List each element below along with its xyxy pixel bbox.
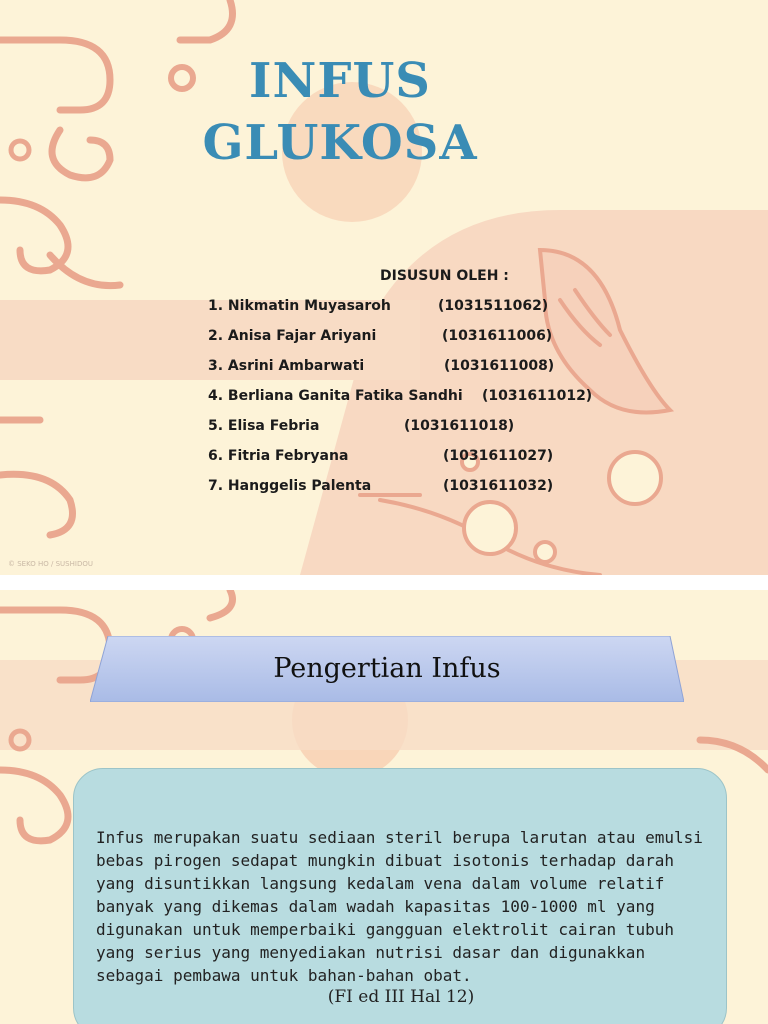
section-heading-banner	[90, 636, 684, 702]
author-name: 4. Berliana Ganita Fatika Sandhi	[208, 388, 463, 404]
section-heading: Pengertian Infus	[273, 653, 501, 684]
source-citation: (FI ed III Hal 12)	[327, 987, 475, 1007]
title-line-2: GLUKOSA	[202, 115, 478, 171]
definition-line: sebagai pembawa untuk bahan-bahan obat.	[96, 966, 472, 985]
author-nim: (1031611027)	[443, 448, 554, 464]
presentation-title	[190, 50, 490, 174]
definition-slide	[0, 590, 768, 1024]
definition-line: yang serius yang menyediakan nutrisi dasar dan digunakkan	[96, 943, 646, 962]
definition-line: banyak yang dikemas dalam wadah kapasitas 100-1000 ml yang	[96, 897, 655, 916]
authors-heading: DISUSUN OLEH :	[380, 268, 509, 284]
author-name: 2. Anisa Fajar Ariyani	[208, 328, 377, 344]
author-nim: (1031611006)	[442, 328, 553, 344]
author-nim: (1031611018)	[404, 418, 515, 434]
title-line-1: INFUS	[249, 53, 431, 109]
author-nim: (1031511062)	[438, 298, 549, 314]
author-name: 6. Fitria Febryana	[208, 448, 349, 464]
author-nim: (1031611012)	[482, 388, 593, 404]
author-name: 7. Hanggelis Palenta	[208, 478, 372, 494]
author-name: 5. Elisa Febria	[208, 418, 320, 434]
author-name: 1. Nikmatin Muyasaroh	[208, 298, 391, 314]
definition-box	[73, 768, 727, 1024]
author-nim: (1031611008)	[444, 358, 555, 374]
definition-line: digunakan untuk memperbaiki gangguan elektrolit cairan tubuh	[96, 920, 674, 939]
definition-line: Infus merupakan suatu sediaan steril berupa larutan atau emulsi	[96, 828, 703, 847]
author-nim: (1031611032)	[443, 478, 554, 494]
definition-text	[96, 826, 716, 987]
definition-line: yang disuntikkan langsung kedalam vena dalam volume relatif	[96, 874, 665, 893]
definition-line: bebas pirogen sedapat mungkin dibuat isotonis terhadap darah	[96, 851, 674, 870]
image-credit: © SEKO HO / SUSHIDOU	[8, 560, 93, 568]
author-name: 3. Asrini Ambarwati	[208, 358, 365, 374]
